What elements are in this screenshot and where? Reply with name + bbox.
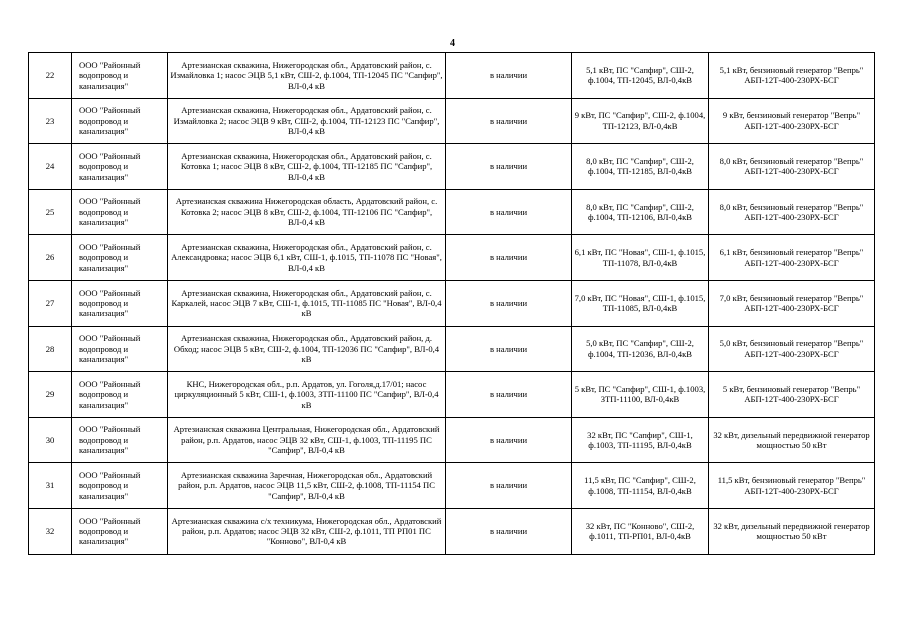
table-row (29, 417, 875, 463)
row-number: 25 (29, 189, 72, 235)
object-description-cell: Артезианская скважина, Нижегородская обл., Ардатовский район, с. Измайловка 2; насос ЭЦВ 9 кВт, СШ-2, ф.1004, ТП-12123 ПС "Сапфир", ВЛ-0,4 кВ (168, 98, 446, 144)
row-number: 22 (29, 53, 72, 99)
objects-table (28, 52, 875, 555)
availability-cell: в наличии (446, 372, 572, 418)
backup-generator-cell: 9 кВт, бензиновый генератор "Вепрь" АБП-12Т-400-230РХ-БСГ (709, 98, 875, 144)
backup-generator-cell: 5 кВт, бензиновый генератор "Вепрь" АБП-12Т-400-230РХ-БСГ (709, 372, 875, 418)
power-supply-cell: 5,1 кВт, ПС "Сапфир", СШ-2, ф.1004, ТП-12045, ВЛ-0,4кВ (572, 53, 709, 99)
table-row (29, 508, 875, 554)
backup-generator-cell: 5,1 кВт, бензиновый генератор "Вепрь" АБП-12Т-400-230РХ-БСГ (709, 53, 875, 99)
organization-cell: ООО "Районный водопровод и канализация" (72, 98, 168, 144)
organization-cell: ООО "Районный водопровод и канализация" (72, 235, 168, 281)
table-row (29, 463, 875, 509)
organization-cell: ООО "Районный водопровод и канализация" (72, 508, 168, 554)
row-number: 27 (29, 280, 72, 326)
row-number: 23 (29, 98, 72, 144)
organization-cell: ООО "Районный водопровод и канализация" (72, 144, 168, 190)
availability-cell: в наличии (446, 144, 572, 190)
power-supply-cell: 8,0 кВт, ПС "Сапфир", СШ-2, ф.1004, ТП-12106, ВЛ-0,4кВ (572, 189, 709, 235)
availability-cell: в наличии (446, 463, 572, 509)
availability-cell: в наличии (446, 417, 572, 463)
row-number: 28 (29, 326, 72, 372)
table-row (29, 280, 875, 326)
table-row (29, 144, 875, 190)
backup-generator-cell: 6,1 кВт, бензиновый генератор "Вепрь" АБП-12Т-400-230РХ-БСГ (709, 235, 875, 281)
power-supply-cell: 5 кВт, ПС "Сапфир", СШ-1, ф.1003, ЗТП-11100, ВЛ-0,4кВ (572, 372, 709, 418)
backup-generator-cell: 5,0 кВт, бензиновый генератор "Вепрь" АБП-12Т-400-230РХ-БСГ (709, 326, 875, 372)
table-row (29, 372, 875, 418)
backup-generator-cell: 8,0 кВт, бензиновый генератор "Вепрь" АБП-12Т-400-230РХ-БСГ (709, 144, 875, 190)
organization-cell: ООО "Районный водопровод и канализация" (72, 280, 168, 326)
row-number: 24 (29, 144, 72, 190)
backup-generator-cell: 32 кВт, дизельный передвижной генератор мощностью 50 кВт (709, 508, 875, 554)
row-number: 30 (29, 417, 72, 463)
availability-cell: в наличии (446, 326, 572, 372)
availability-cell: в наличии (446, 98, 572, 144)
organization-cell: ООО "Районный водопровод и канализация" (72, 189, 168, 235)
organization-cell: ООО "Районный водопровод и канализация" (72, 463, 168, 509)
organization-cell: ООО "Районный водопровод и канализация" (72, 372, 168, 418)
object-description-cell: Артезианская скважина Нижегородская область, Ардатовский район, с. Котовка 2; насос ЭЦВ 8 кВт, СШ-2, ф.1004, ТП-12106 ПС "Сапфир", ВЛ-0,4 кВ (168, 189, 446, 235)
backup-generator-cell: 11,5 кВт, бензиновый генератор "Вепрь" АБП-12Т-400-230РХ-БСГ (709, 463, 875, 509)
power-supply-cell: 7,0 кВт, ПС "Новая", СШ-1, ф.1015, ТП-11085, ВЛ-0,4кВ (572, 280, 709, 326)
power-supply-cell: 9 кВт, ПС "Сапфир", СШ-2, ф.1004, ТП-12123, ВЛ-0,4кВ (572, 98, 709, 144)
backup-generator-cell: 8,0 кВт, бензиновый генератор "Вепрь" АБП-12Т-400-230РХ-БСГ (709, 189, 875, 235)
object-description-cell: КНС, Нижегородская обл., р.п. Ардатов, ул. Гоголя,д.17/01; насос циркуляционный 5 кВт, СШ-1, ф.1003, ЗТП-11100 ПС "Сапфир", ВЛ-0,4 кВ (168, 372, 446, 418)
power-supply-cell: 8,0 кВт, ПС "Сапфир", СШ-2, ф.1004, ТП-12185, ВЛ-0,4кВ (572, 144, 709, 190)
object-description-cell: Артезианская скважина Центральная, Нижегородская обл., Ардатовский район, р.п. Ардатов, насос ЭЦВ 32 кВт, СШ-1, ф.1003, ТП-11195 ПС "Сапфир", ВЛ-0,4 кВ (168, 417, 446, 463)
availability-cell: в наличии (446, 235, 572, 281)
power-supply-cell: 32 кВт, ПС "Сапфир", СШ-1, ф.1003, ТП-11195, ВЛ-0,4кВ (572, 417, 709, 463)
power-supply-cell: 32 кВт, ПС "Конново", СШ-2, ф.1011, ТП-РП01, ВЛ-0,4кВ (572, 508, 709, 554)
object-description-cell: Артезианская скважина Заречная, Нижегородская обл., Ардатовский район, р.п. Ардатов, насос ЭЦВ 11,5 кВт, СШ-2, ф.1008, ТП-11154 ПС "Сапфир", ВЛ-0,4 кВ (168, 463, 446, 509)
power-supply-cell: 5,0 кВт, ПС "Сапфир", СШ-2, ф.1004, ТП-12036, ВЛ-0,4кВ (572, 326, 709, 372)
availability-cell: в наличии (446, 53, 572, 99)
object-description-cell: Артезианская скважина, Нижегородская обл., Ардатовский район, с. Каркалей, насос ЭЦВ 7 кВт, СШ-1, ф.1015, ТП-11085 ПС "Новая", ВЛ-0,4 кВ (168, 280, 446, 326)
organization-cell: ООО "Районный водопровод и канализация" (72, 417, 168, 463)
organization-cell: ООО "Районный водопровод и канализация" (72, 53, 168, 99)
table-row (29, 98, 875, 144)
row-number: 32 (29, 508, 72, 554)
object-description-cell: Артезианская скважина, Нижегородская обл., Ардатовский район, с. Александровка; насос ЭЦВ 6,1 кВт, СШ-1, ф.1015, ТП-11078 ПС "Новая", ВЛ-0,4 кВ (168, 235, 446, 281)
table-row (29, 189, 875, 235)
object-description-cell: Артезианская скважина, Нижегородская обл., Ардатовский район, с. Измайловка 1; насос ЭЦВ 5,1 кВт, СШ-2, ф.1004, ТП-12045 ПС "Сапфир", ВЛ-0,4 кВ (168, 53, 446, 99)
row-number: 26 (29, 235, 72, 281)
table-row (29, 235, 875, 281)
object-description-cell: Артезианская скважина, Нижегородская обл., Ардатовский район, с. Котовка 1; насос ЭЦВ 8 кВт, СШ-2, ф.1004, ТП-12185 ПС "Сапфир", ВЛ-0,4 кВ (168, 144, 446, 190)
table-body (29, 53, 875, 555)
availability-cell: в наличии (446, 508, 572, 554)
table-row (29, 53, 875, 99)
backup-generator-cell: 7,0 кВт, бензиновый генератор "Вепрь" АБП-12Т-400-230РХ-БСГ (709, 280, 875, 326)
availability-cell: в наличии (446, 280, 572, 326)
object-description-cell: Артезианская скважина, Нижегородская обл., Ардатовский район, д. Обход; насос ЭЦВ 5 кВт, СШ-2, ф.1004, ТП-12036 ПС "Сапфир", ВЛ-0,4 кВ (168, 326, 446, 372)
row-number: 29 (29, 372, 72, 418)
object-description-cell: Артезианская скважина с/х техникума, Нижегородская обл., Ардатовский район, р.п. Ардатов; насос ЭЦВ 32 кВт, СШ-2, ф.1011, ТП РП01 ПС "Конново", ВЛ-0,4 кВ (168, 508, 446, 554)
backup-generator-cell: 32 кВт, дизельный передвижной генератор мощностью 50 кВт (709, 417, 875, 463)
organization-cell: ООО "Районный водопровод и канализация" (72, 326, 168, 372)
table-row (29, 326, 875, 372)
availability-cell: в наличии (446, 189, 572, 235)
page-number: 4 (450, 38, 455, 49)
power-supply-cell: 11,5 кВт, ПС "Сапфир", СШ-2, ф.1008, ТП-11154, ВЛ-0,4кВ (572, 463, 709, 509)
power-supply-cell: 6,1 кВт, ПС "Новая", СШ-1, ф.1015, ТП-11078, ВЛ-0,4кВ (572, 235, 709, 281)
row-number: 31 (29, 463, 72, 509)
